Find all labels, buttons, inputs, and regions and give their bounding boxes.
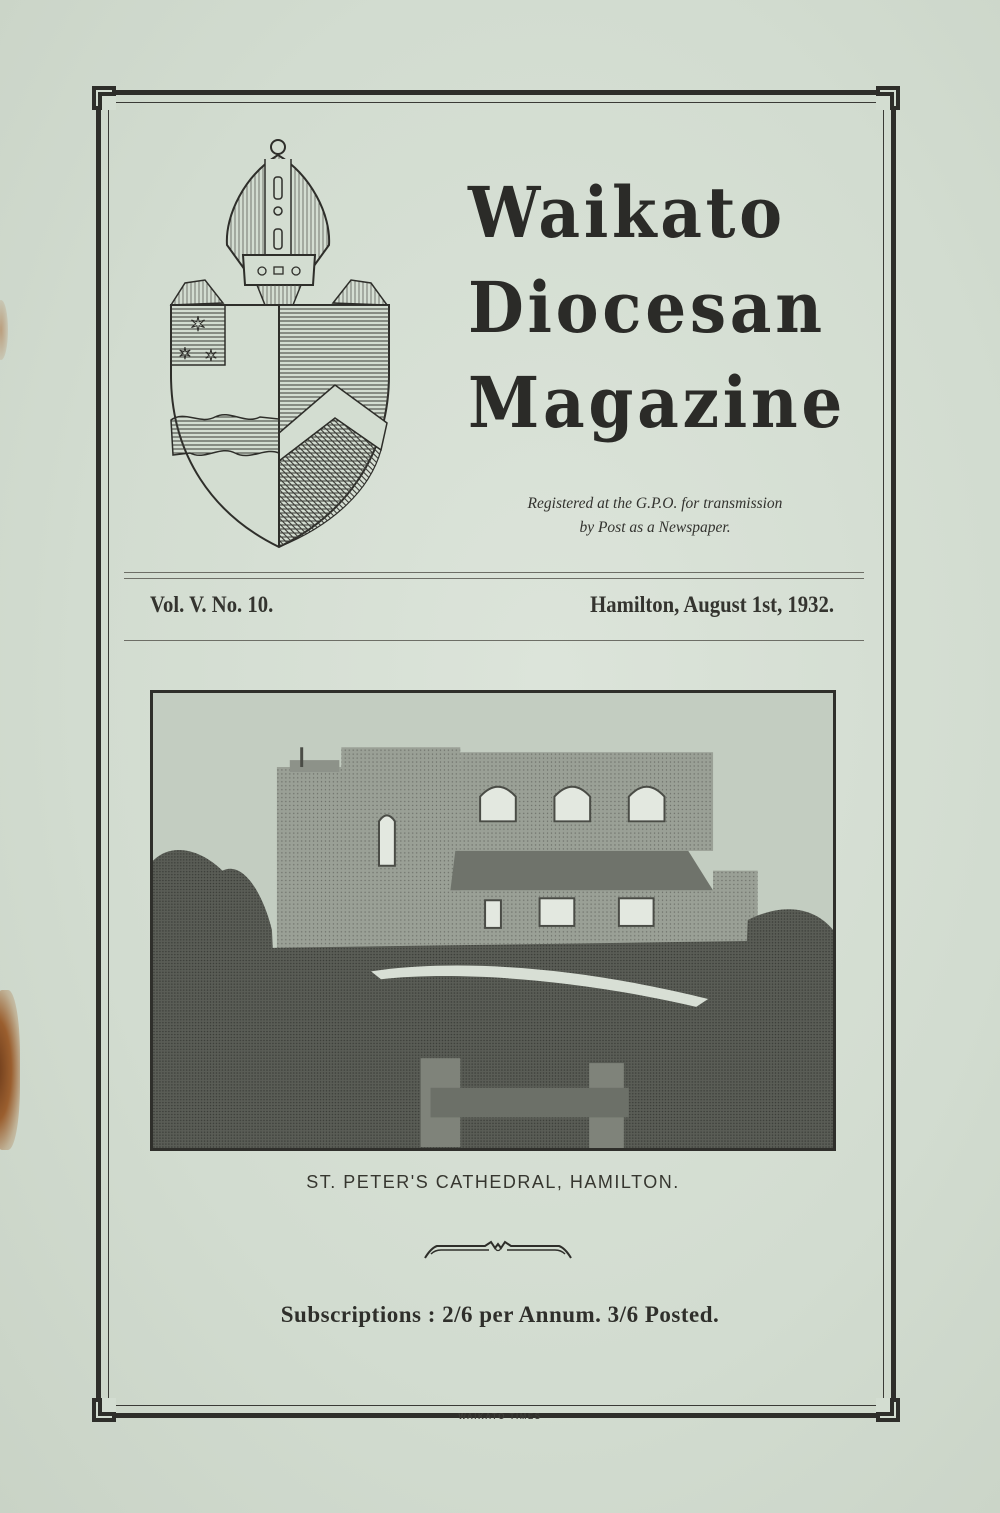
scroll-divider-icon [423, 1236, 573, 1262]
divider-rule [124, 640, 864, 641]
corner-ornament-icon [876, 86, 900, 110]
photo-caption: ST. PETER'S CATHEDRAL, HAMILTON. [306, 1172, 680, 1192]
corner-ornament-icon [876, 1398, 900, 1422]
corner-ornament-icon [92, 1398, 116, 1422]
title-line-3: Magazine [468, 361, 847, 444]
registration-notice [440, 492, 870, 540]
magazine-title [468, 165, 847, 450]
divider-rule [124, 578, 864, 579]
svg-text:✶: ✶ [178, 344, 192, 363]
registration-line-1: Registered at the G.P.O. for transmission [527, 495, 783, 512]
registration-line-2: by Post as a Newspaper. [579, 519, 731, 536]
svg-text:✶: ✶ [204, 346, 218, 365]
cathedral-photo [150, 690, 836, 1151]
issue-info-row [150, 592, 834, 628]
subscription-info: Subscriptions : 2/6 per Annum. 3/6 Posted. [280, 1302, 720, 1327]
diocesan-crest-icon [165, 135, 395, 555]
divider-rule [124, 572, 864, 573]
volume-number: Vol. V. No. 10. [150, 592, 274, 617]
place-date: Hamilton, August 1st, 1932. [590, 592, 834, 617]
printer-imprint: WAIKATO TIMES [458, 1412, 542, 1421]
corner-ornament-icon [92, 86, 116, 110]
water-stain [0, 990, 20, 1150]
title-line-1: Waikato [468, 171, 786, 254]
title-line-2: Diocesan [468, 266, 826, 349]
svg-text:✶: ✶ [189, 312, 207, 336]
